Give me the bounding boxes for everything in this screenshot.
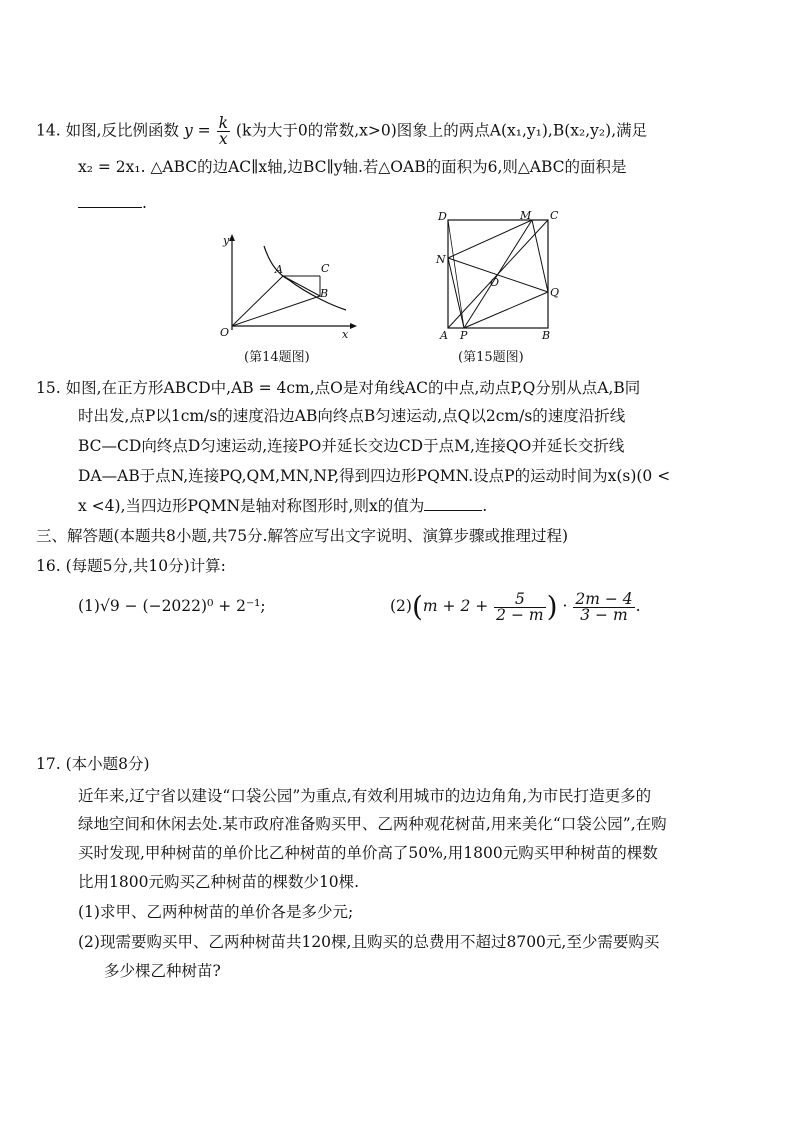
fig15-pm (464, 220, 532, 328)
fig14-ob (232, 296, 320, 326)
q15-answer-blank (424, 496, 482, 511)
q14-answer-blank (78, 193, 142, 208)
q15-line5-end: . (482, 497, 488, 515)
fig15-dp (448, 220, 464, 328)
fig14-hyperbola (264, 246, 346, 310)
q14-line2: x₂ = 2x₁. △ABC的边AC∥x轴,边BC∥y轴.若△OAB的面积为6,则△ABC的面积是 (78, 158, 627, 176)
fig14-y-arrow (229, 234, 235, 241)
fig15-label-N: N (436, 253, 446, 266)
q14-line3-end: . (142, 194, 147, 212)
q15-line5 (78, 496, 487, 516)
fig15-qm (532, 220, 548, 292)
figure-15 (434, 208, 564, 344)
q14-k-over-x: $\frac{k}{x}$ (218, 114, 228, 148)
q17-sub1: (1)求甲、乙两种树苗的单价各是多少元; (78, 903, 354, 921)
q17-sub2b: 多少棵乙种树苗? (104, 962, 221, 980)
fig14-caption: (第14题图) (244, 350, 310, 365)
q17-header: 17. (本小题8分) (36, 755, 150, 773)
section3-heading: 三、解答题(本题共8小题,共75分.解答应写出文字说明、演算步骤或推理过程) (36, 527, 569, 545)
fig14-label-A: A (275, 263, 283, 276)
q17-para1: 近年来,辽宁省以建设“口袋公园”为重点,有效利用城市的边边角角,为市民打造更多的 (78, 787, 652, 805)
q16-part2-inner: m + 2 + (422, 597, 489, 615)
q15-line4: DA—AB于点N,连接PQ,QM,MN,NP,得到四边形PQMN.设点P的运动时间为x(s)(0 < (78, 467, 671, 485)
fig14-label-B: B (320, 287, 329, 300)
fig14-label-x: x (342, 328, 349, 341)
fig14-label-O: O (220, 326, 230, 339)
fig15-label-D: D (438, 210, 447, 223)
q14-y-equals: y = (183, 121, 211, 140)
q16-part2-lead: (2) (390, 597, 412, 615)
fig15-label-C: C (550, 209, 559, 222)
q16-dot: · (562, 597, 568, 615)
q17-sub2a: (2)现需要购买甲、乙两种树苗共120棵,且购买的总费用不超过8700元,至少需要购买 (78, 933, 660, 951)
q17-para3: 买时发现,甲种树苗的单价比乙种树苗的单价高了50%,用1800元购买甲种树苗的棵数 (78, 844, 658, 862)
fig15-label-O: O (490, 276, 500, 289)
fig15-caption: (第15题图) (458, 350, 524, 365)
q15-line1: 15. 如图,在正方形ABCD中,AB = 4cm,点O是对角线AC的中点,动点P,Q分别从点A,B同 (36, 379, 641, 397)
q15-line5-text: x <4),当四边形PQMN是轴对称图形时,则x的值为 (78, 497, 425, 515)
fig15-np (448, 258, 464, 328)
q14-line1 (36, 116, 647, 147)
q15-line3: BC—CD向终点D匀速运动,连接PO并延长交边CD于点M,连接QO并延长交折线 (78, 437, 625, 455)
q16-frac1: $\frac{5}{2 - m}$ (496, 589, 544, 624)
fig14-label-y: y (223, 234, 230, 247)
q17-para2: 绿地空间和休闲去处.某市政府准备购买甲、乙两种观花树苗,用来美化“口袋公园”,在购 (78, 815, 667, 833)
q16-part2: (2)(m + 2 + $\frac{5}{2 - m}$ ) · $\frac{2m - 4}{3 - m}$ . (390, 589, 641, 624)
fig15-label-B: B (542, 329, 551, 342)
fig14-label-C: C (321, 262, 330, 275)
q14-number: 14. (36, 121, 61, 140)
fig14-oa (232, 276, 283, 326)
q17-para4: 比用1800元购买乙种树苗的棵数少10棵. (78, 873, 360, 891)
q14-line1-text-a: 如图,反比例函数 (65, 121, 180, 140)
q15-line2: 时出发,点P以1cm/s的速度沿边AB向终点B匀速运动,点Q以2cm/s的速度沿折线 (78, 407, 626, 425)
q16-frac2: $\frac{2m - 4}{3 - m}$ (575, 589, 633, 624)
fig14-ab (283, 276, 320, 296)
q14-line1-text-b: (k为大于0的常数,x>0)图象上的两点A(x₁,y₁),B(x₂,y₂),满足 (235, 121, 648, 140)
fig15-label-A: A (440, 329, 448, 342)
q16-end: . (635, 597, 641, 615)
fig15-label-Q: Q (550, 286, 560, 299)
q16-part1: (1)√9 − (−2022)⁰ + 2⁻¹; (78, 597, 266, 615)
fig15-label-P: P (460, 329, 468, 342)
fig15-label-M: M (520, 209, 532, 222)
q14-line3 (78, 193, 147, 213)
fig14-x-arrow (350, 323, 357, 329)
figure-14 (214, 230, 364, 342)
q16-header: 16. (每题5分,共10分)计算: (36, 557, 226, 575)
fig15-mn (448, 220, 532, 258)
